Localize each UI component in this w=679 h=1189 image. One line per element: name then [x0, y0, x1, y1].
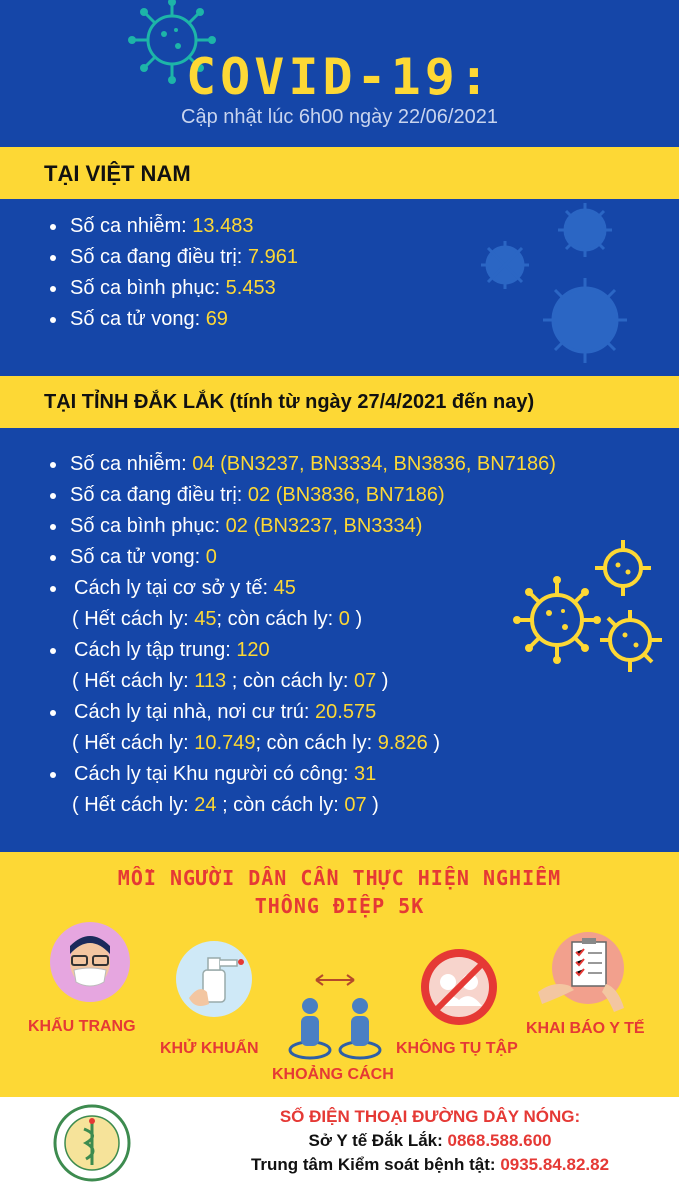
section-header-vietnam [0, 147, 679, 199]
health-declaration-icon [534, 928, 626, 1014]
stat-infected: Số ca nhiễm: 04 (BN3237, BN3334, BN3836, BN7186) [48, 449, 556, 480]
stat-deaths: Số ca tử vong: 69 [48, 304, 298, 335]
stat-recovered: Số ca bình phục: 02 (BN3237, BN3334) [48, 511, 556, 542]
hotline-cdc: Trung tâm Kiểm soát bệnh tật: 0935.84.82.82 [250, 1155, 610, 1174]
stat-medical-quarantine-detail: ( Hết cách ly: 45; còn cách ly: 0 ) [72, 608, 363, 630]
stat-central-quarantine: Cách ly tập trung: 120 [48, 635, 556, 666]
phone-health-dept[interactable]: 0868.588.600 [447, 1131, 552, 1150]
stat-infected: Số ca nhiễm: 13.483 [48, 211, 298, 242]
virus-cluster-icon [465, 195, 655, 365]
section-title-daklak: TẠI TỈNH ĐẮK LẮK (tính từ ngày 27/4/2021 đến nay) [44, 391, 535, 413]
stat-treating: Số ca đang điều trị: 7.961 [48, 242, 298, 273]
no-gathering-icon [418, 946, 500, 1028]
stat-deaths: Số ca tử vong: 0 [48, 542, 556, 573]
section-title-vietnam: TẠI VIỆT NAM [44, 161, 191, 186]
five-k-section [0, 852, 679, 1097]
sanitizer-icon [175, 940, 253, 1018]
section-header-daklak [0, 376, 679, 428]
distance-arrow-icon [312, 970, 358, 990]
footer [0, 1097, 679, 1189]
virus-cluster-yellow-icon [505, 535, 670, 685]
vietnam-stats [48, 211, 298, 335]
stat-home-quarantine-detail: ( Hết cách ly: 10.749; còn cách ly: 9.826 ) [72, 732, 440, 754]
slogan-line2: THÔNG ĐIỆP 5K [254, 894, 425, 918]
people-distance-icon [288, 996, 382, 1060]
update-time: Cập nhật lúc 6h00 ngày 22/06/2021 [181, 106, 498, 128]
stat-medical-quarantine: Cách ly tại cơ sở y tế: 45 [48, 573, 556, 604]
stat-recovered: Số ca bình phục: 5.453 [48, 273, 298, 304]
phone-cdc[interactable]: 0935.84.82.82 [500, 1155, 610, 1174]
label-disinfect: KHỬ KHUẨN [160, 1040, 259, 1057]
stat-veteran-quarantine: Cách ly tại Khu người có công: 31 [48, 759, 556, 790]
page-title: COVID-19: [186, 48, 493, 106]
slogan-line1: MỖI NGƯỜI DÂN CẦN THỰC HIỆN NGHIÊM [117, 866, 562, 890]
header [0, 0, 679, 147]
label-health-declaration: KHAI BÁO Y TẾ [526, 1020, 645, 1037]
hotline-title: SỐ ĐIỆN THOẠI ĐƯỜNG DÂY NÓNG: [279, 1107, 581, 1126]
stat-central-quarantine-detail: ( Hết cách ly: 113 ; còn cách ly: 07 ) [72, 670, 389, 692]
face-mask-icon [48, 920, 132, 1004]
stat-home-quarantine: Cách ly tại nhà, nơi cư trú: 20.575 [48, 697, 556, 728]
label-mask: KHẨU TRANG [28, 1018, 136, 1035]
label-no-gathering: KHÔNG TỤ TẬP [396, 1040, 518, 1057]
daklak-stats [48, 449, 556, 821]
hotline-health-dept: Sở Y tế Đắk Lắk: 0868.588.600 [308, 1131, 552, 1150]
health-department-logo [52, 1103, 132, 1183]
label-distance: KHOẢNG CÁCH [272, 1066, 394, 1083]
stat-veteran-quarantine-detail: ( Hết cách ly: 24 ; còn cách ly: 07 ) [72, 794, 379, 816]
stat-treating: Số ca đang điều trị: 02 (BN3836, BN7186) [48, 480, 556, 511]
